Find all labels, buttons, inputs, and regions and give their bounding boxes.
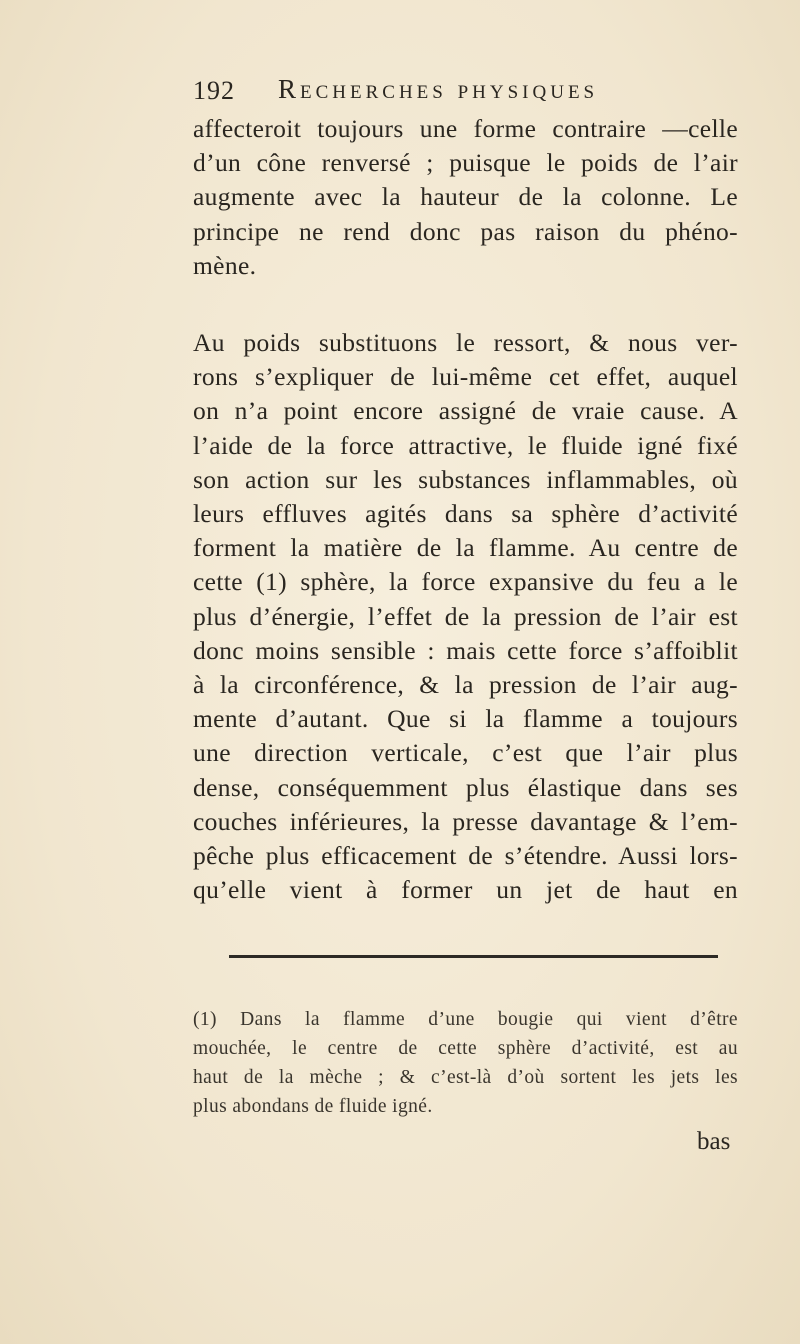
text-line: à la circonférence, & la pression de l’air aug- [193,670,738,700]
footnote [193,1005,738,1121]
footnote-rule [229,955,718,958]
text-line: dense, conséquemment plus élastique dans ses [193,772,738,802]
text-line: qu’elle vient à former un jet de haut en [193,875,738,905]
footnote-line: mouchée, le centre de cette sphère d’activité, est au [193,1038,738,1059]
text-line: son action sur les substances inflammables, où [193,464,738,494]
text-line: Au poids substituons le ressort, & nous ver- [193,328,738,357]
catchword: bas [697,1128,731,1155]
text-line: mène. [193,250,257,280]
paragraph-2 [193,326,738,907]
running-title: Recherches physiques [278,74,599,104]
text-line: forment la matière de la flamme. Au centre de [193,533,738,563]
text-line: leurs effluves agités dans sa sphère d’activité [193,499,738,529]
text-line: couches inférieures, la presse davantage & l’em- [193,806,738,836]
text-line: rons s’expliquer de lui-même cet effet, auquel [193,362,738,392]
text-line: d’un cône renversé ; puisque le poids de l’air [193,148,738,178]
text-line: augmente avec la hauteur de la colonne. Le [193,182,738,212]
text-line: l’aide de la force attractive, le fluide igné fixé [193,430,738,460]
footnote-line: haut de la mèche ; & c’est-là d’où sortent les jets les [193,1067,738,1088]
text-line: affecteroit toujours une forme contraire —celle [193,114,738,143]
text-line: principe ne rend donc pas raison du phéno- [193,216,738,246]
footnote-line: (1) Dans la flamme d’une bougie qui vient d’être [193,1009,738,1030]
text-line: donc moins sensible : mais cette force s’affoiblit [193,635,738,665]
page-header [193,74,733,110]
page-number: 192 [193,76,235,105]
text-line: on n’a point encore assigné de vraie cause. A [193,396,738,426]
text-line: cette (1) sphère, la force expansive du feu a le [193,567,738,597]
text-line: mente d’autant. Que si la flamme a toujours [193,704,738,734]
text-line: une direction verticale, c’est que l’air plus [193,738,738,768]
footnote-line: plus abondans de fluide igné. [193,1096,433,1117]
paragraph-1 [193,112,738,283]
text-line: pêche plus efficacement de s’étendre. Aussi lors- [193,841,738,871]
text-line: plus d’énergie, l’effet de la pression de l’air est [193,601,738,631]
